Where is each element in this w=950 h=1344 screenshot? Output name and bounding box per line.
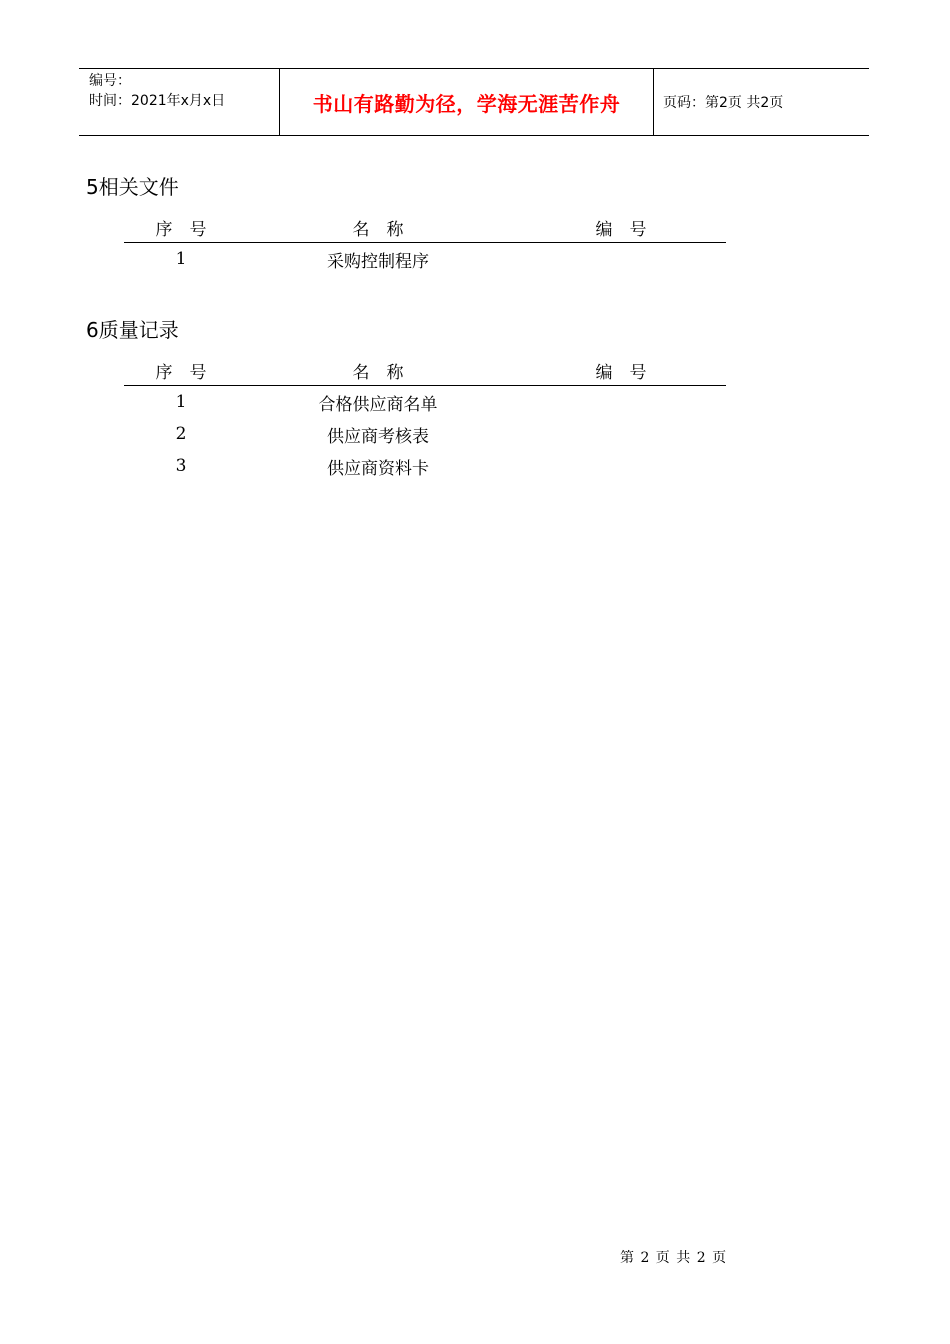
motto-text: 书山有路勤为径，学海无涯苦作舟 [312, 91, 621, 116]
header-page-cell [654, 69, 869, 135]
section-title-related-docs: 5相关文件 [86, 175, 179, 199]
section-title-quality-records: 6质量记录 [86, 318, 179, 342]
header-motto-cell [280, 69, 654, 135]
table-row [124, 418, 726, 450]
table-row [124, 243, 726, 275]
time-label: 时间：2021年x月x日 [89, 93, 226, 109]
cell-no: 3 [175, 456, 187, 476]
cell-name: 供应商资料卡 [327, 458, 429, 479]
column-header-name: 名 称 [352, 219, 404, 240]
column-header-code: 编 号 [595, 362, 647, 383]
table-row [124, 386, 726, 418]
page-info: 页码：第2页 共2页 [663, 95, 784, 111]
cell-no: 1 [175, 249, 187, 269]
cell-name: 采购控制程序 [327, 251, 429, 272]
column-header-no: 序 号 [155, 362, 207, 383]
table-header-row [124, 355, 726, 386]
table-header-row [124, 212, 726, 243]
cell-code [566, 450, 676, 482]
cell-name: 供应商考核表 [327, 426, 429, 447]
column-header-no: 序 号 [155, 219, 207, 240]
related-docs-table [124, 212, 726, 275]
quality-records-table [124, 355, 726, 482]
cell-no: 1 [175, 392, 187, 412]
header-meta-cell [79, 69, 280, 135]
cell-name: 合格供应商名单 [318, 394, 438, 415]
cell-code [566, 418, 676, 450]
page-footer: 第 2 页 共 2 页 [620, 1250, 727, 1266]
doc-number-label: 编号： [89, 73, 131, 89]
column-header-name: 名 称 [352, 362, 404, 383]
cell-no: 2 [175, 424, 187, 444]
page-header [79, 68, 869, 136]
column-header-code: 编 号 [595, 219, 647, 240]
cell-code [566, 386, 676, 418]
cell-code [566, 243, 676, 275]
table-row [124, 450, 726, 482]
